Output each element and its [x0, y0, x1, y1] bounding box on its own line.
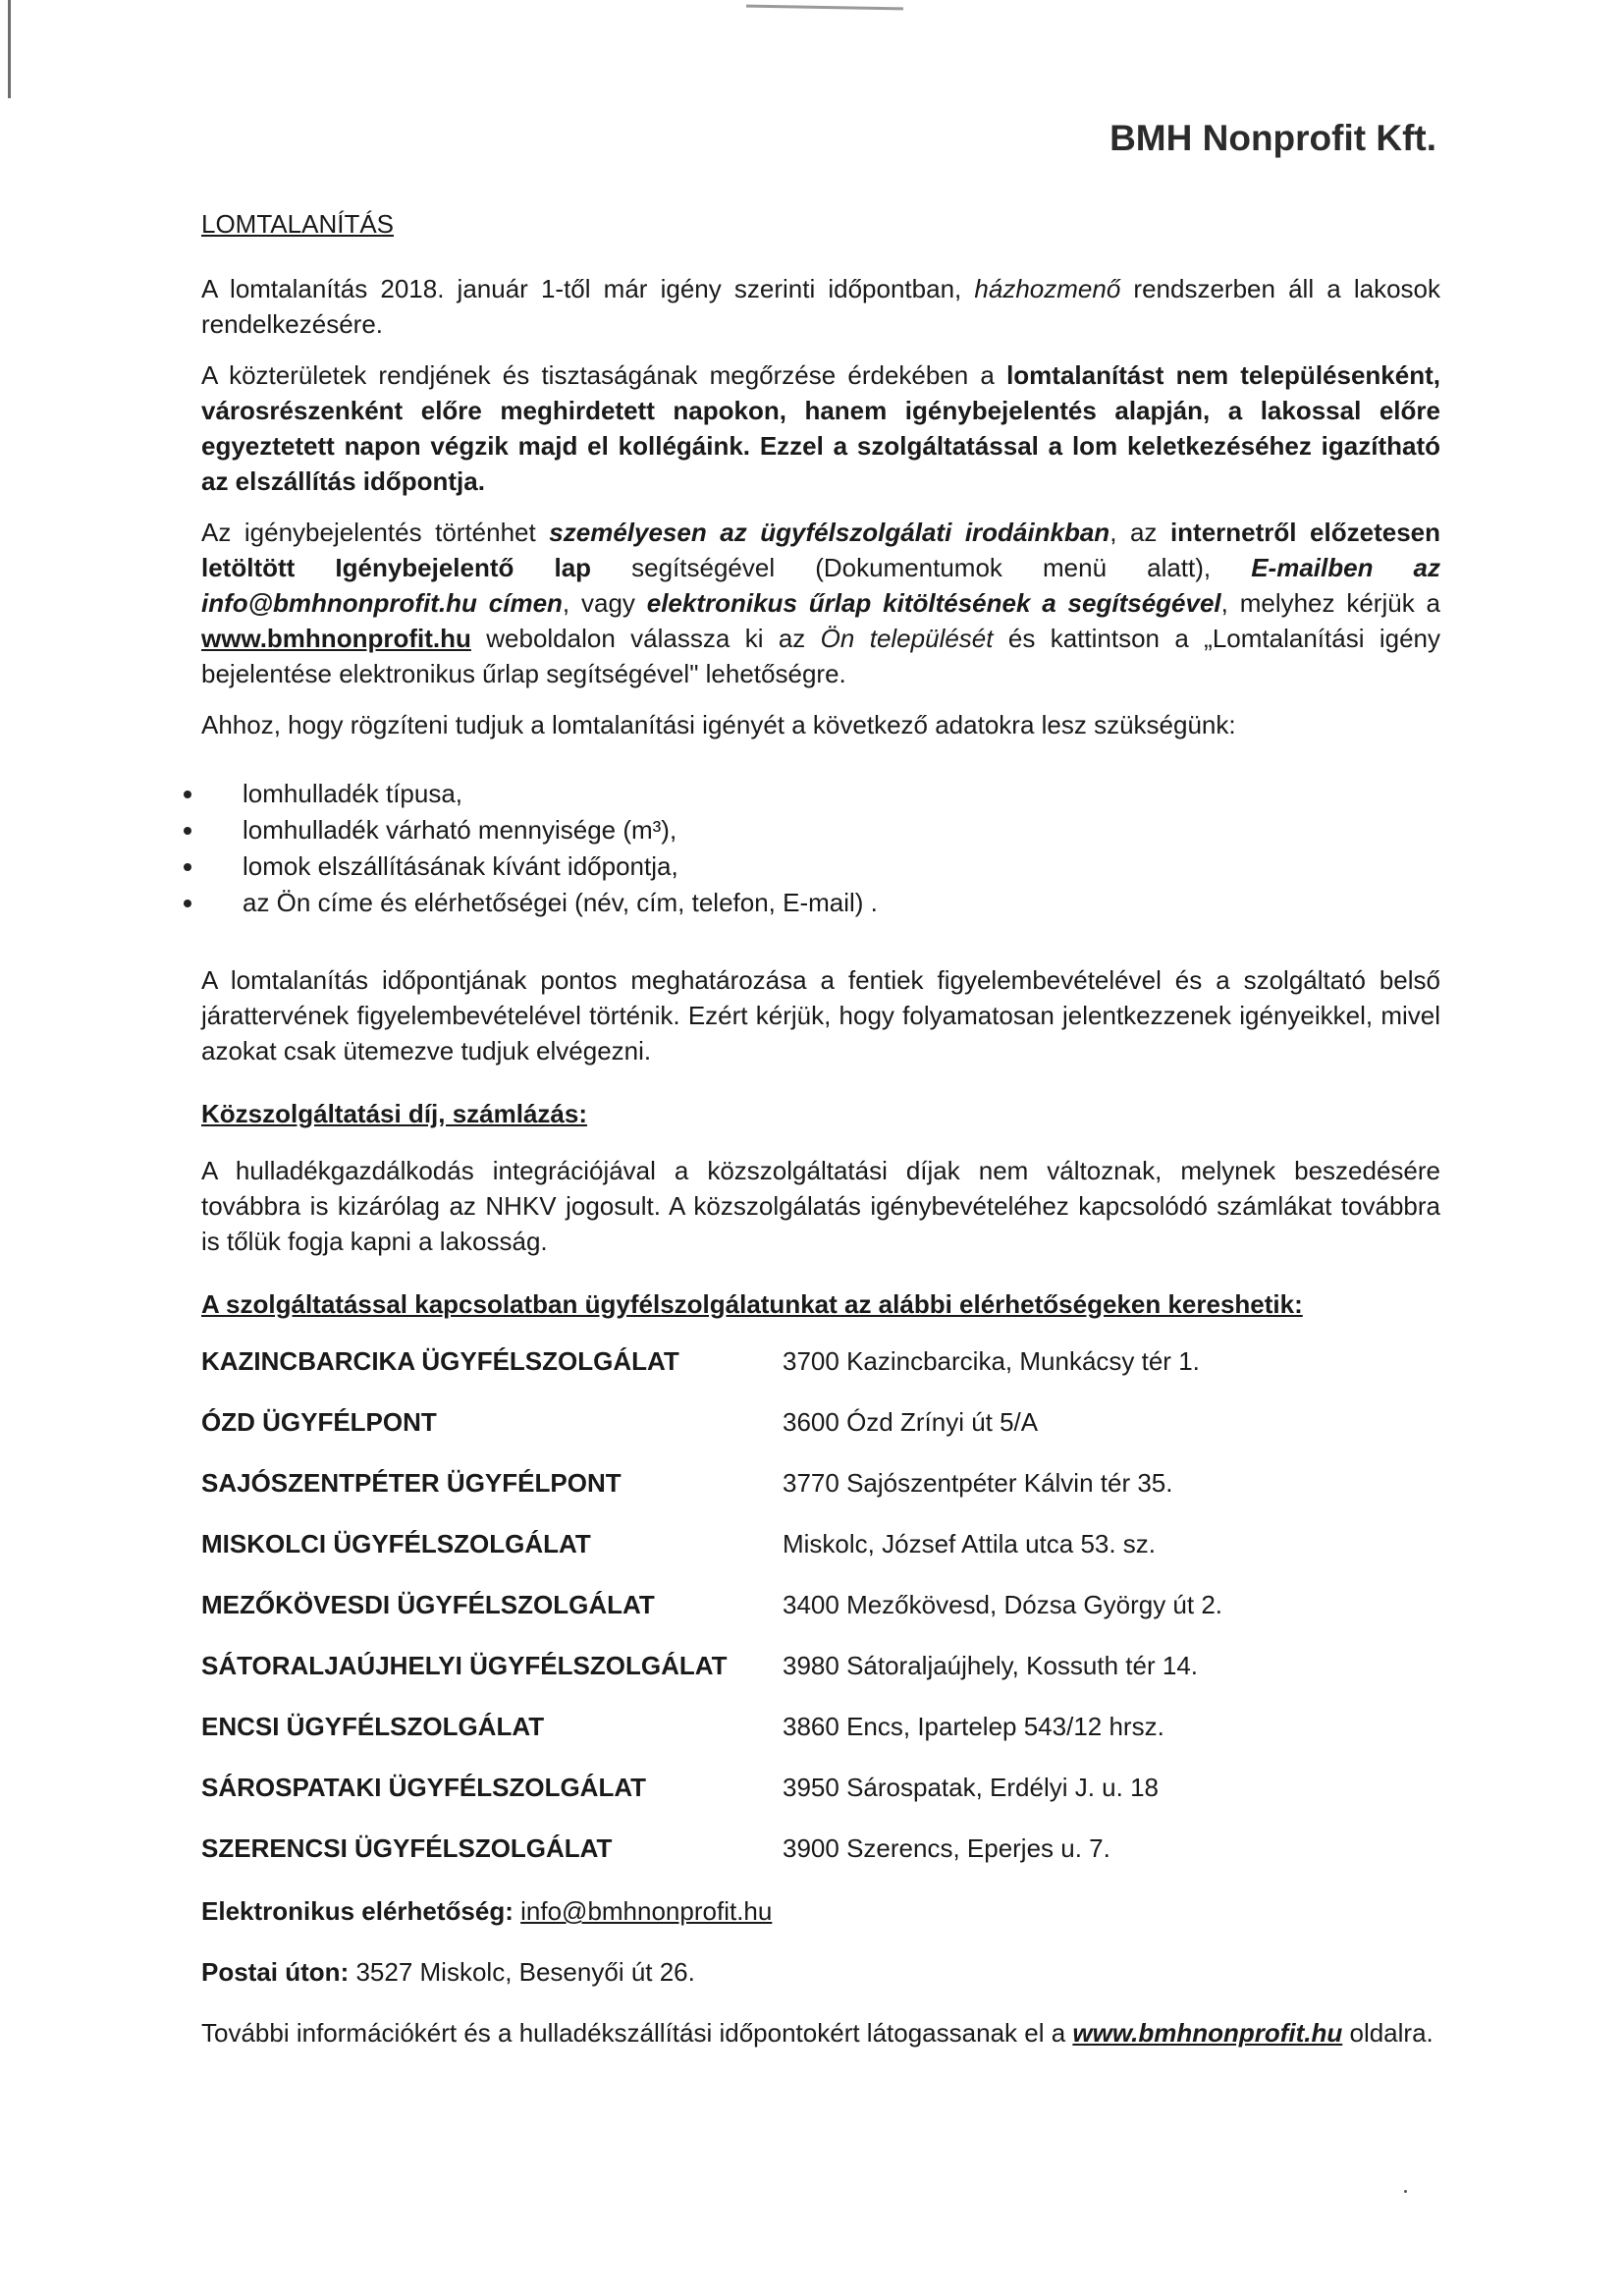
scan-edge-mark — [8, 0, 11, 98]
office-name: KAZINCBARCIKA ÜGYFÉLSZOLGÁLAT — [201, 1346, 679, 1376]
website-link[interactable]: www.bmhnonprofit.hu — [201, 624, 471, 653]
company-name: BMH Nonprofit Kft. — [1109, 118, 1436, 158]
request-paragraph: Az igénybejelentés történhet személyesen az ügyfélszolgálati irodáinkban, az internetről előzetesen letöltött Igénybejelentő lap segítségével (Dokumentumok menü alatt), E-mailben az info@bmhnonprofit.hu címen, vagy elektronikus űrlap kitöltésének a segítségével, melyhez kérjük a www.bmhnonprofit.hu weboldalon válassza ki az Ön települését és kattintson a „Lomtalanítási igény bejelentése elektronikus űrlap segítségével" lehetőségre. — [201, 518, 1441, 688]
office-address: 3900 Szerencs, Eperjes u. 7. — [783, 1833, 1110, 1863]
postal-line: Postai úton: 3527 Miskolc, Besenyői út 26. — [201, 1957, 695, 1987]
scheduling-paragraph: A lomtalanítás időpontjának pontos meghatározása a fentiek figyelembevételével és a szolgáltató belső járattervének figyelembevételével történik. Ezért kérjük, hogy folyamatosan jelentkezzenek igényeikkel, mivel azokat csak ütemezve tudjuk elvégezni. — [201, 965, 1440, 1066]
office-address: Miskolc, József Attila utca 53. sz. — [783, 1529, 1157, 1558]
office-address: 3950 Sárospatak, Erdélyi J. u. 18 — [783, 1773, 1160, 1802]
contact-extra — [201, 1893, 1440, 2050]
website-link-footer[interactable]: www.bmhnonprofit.hu — [1072, 2018, 1343, 2048]
required-data-intro: Ahhoz, hogy rögzíteni tudjuk a lomtalanítási igényét a következő adatokra lesz szükségünk: — [201, 710, 1236, 739]
office-name: ÓZD ÜGYFÉLPONT — [201, 1407, 437, 1437]
office-name: SÁTORALJAÚJHELYI ÜGYFÉLSZOLGÁLAT — [201, 1651, 728, 1680]
document-title: LOMTALANÍTÁS — [201, 209, 395, 239]
final-paragraph: További információkért és a hulladékszállítási időpontokért látogassanak el a www.bmhnonprofit.hu oldalra. — [201, 2018, 1434, 2048]
office-address: 3980 Sátoraljaújhely, Kossuth tér 14. — [783, 1651, 1199, 1680]
intro-paragraph: A lomtalanítás 2018. január 1-től már igény szerinti időpontban, házhozmenő rendszerben áll a lakosok rendelkezésére. — [201, 274, 1440, 339]
fee-section-heading: Közszolgáltatási díj, számlázás: — [201, 1099, 588, 1128]
contact-section-heading: A szolgáltatással kapcsolatban ügyfélszolgálatunkat az alábbi elérhetőségeken kereshetik: — [201, 1289, 1303, 1319]
contact-table — [201, 1343, 1440, 1866]
bullet-icon — [184, 827, 191, 835]
list-item: lomhulladék típusa, — [184, 776, 1440, 812]
office-address: 3600 Ózd Zrínyi út 5/A — [783, 1407, 1039, 1437]
list-item: az Ön címe és elérhetőségei (név, cím, telefon, E-mail) . — [184, 885, 1440, 921]
office-name: SÁROSPATAKI ÜGYFÉLSZOLGÁLAT — [201, 1773, 647, 1802]
office-address: 3770 Sajószentpéter Kálvin tér 35. — [783, 1468, 1173, 1498]
email-link[interactable]: info@bmhnonprofit.hu — [520, 1896, 773, 1926]
fee-paragraph: A hulladékgazdálkodás integrációjával a közszolgáltatási díjak nem változnak, melynek beszedésére továbbra is kizárólag az NHKV jogosult. A közszolgálatás igénybevételéhez kapcsolódó számlákat továbbra is tőlük fogja kapni a lakosság. — [201, 1156, 1440, 1256]
office-address: 3400 Mezőkövesd, Dózsa György út 2. — [783, 1590, 1223, 1619]
email-line: Elektronikus elérhetőség: info@bmhnonprofit.hu — [201, 1896, 773, 1926]
list-item: lomhulladék várható mennyisége (m³), — [184, 812, 1440, 848]
list-item: lomok elszállításának kívánt időpontja, — [184, 848, 1440, 885]
office-name: MEZŐKÖVESDI ÜGYFÉLSZOLGÁLAT — [201, 1590, 655, 1619]
bullet-icon — [184, 900, 191, 907]
bullet-icon — [184, 791, 191, 798]
office-name: SAJÓSZENTPÉTER ÜGYFÉLPONT — [201, 1468, 622, 1498]
scan-dust-mark — [1404, 2190, 1407, 2193]
office-address: 3860 Encs, Ipartelep 543/12 hrsz. — [783, 1712, 1164, 1741]
purpose-paragraph: A közterületek rendjének és tisztaságának megőrzése érdekében a lomtalanítást nem településenként, városrészenként előre meghirdetett napokon, hanem igénybejelentés alapján, a lakossal előre egyeztetett napon végzik majd el kollégáink. Ezzel a szolgáltatással a lom keletkezéséhez igazítható az elszállítás időpontja. — [201, 360, 1440, 496]
scan-top-mark — [746, 5, 903, 11]
office-address: 3700 Kazincbarcika, Munkácsy tér 1. — [783, 1346, 1200, 1376]
office-name: SZERENCSI ÜGYFÉLSZOLGÁLAT — [201, 1833, 613, 1863]
office-name: ENCSI ÜGYFÉLSZOLGÁLAT — [201, 1712, 545, 1741]
bullet-icon — [184, 863, 191, 871]
required-data-list — [184, 776, 1440, 921]
office-name: MISKOLCI ÜGYFÉLSZOLGÁLAT — [201, 1529, 591, 1558]
document-body — [201, 206, 1440, 2076]
